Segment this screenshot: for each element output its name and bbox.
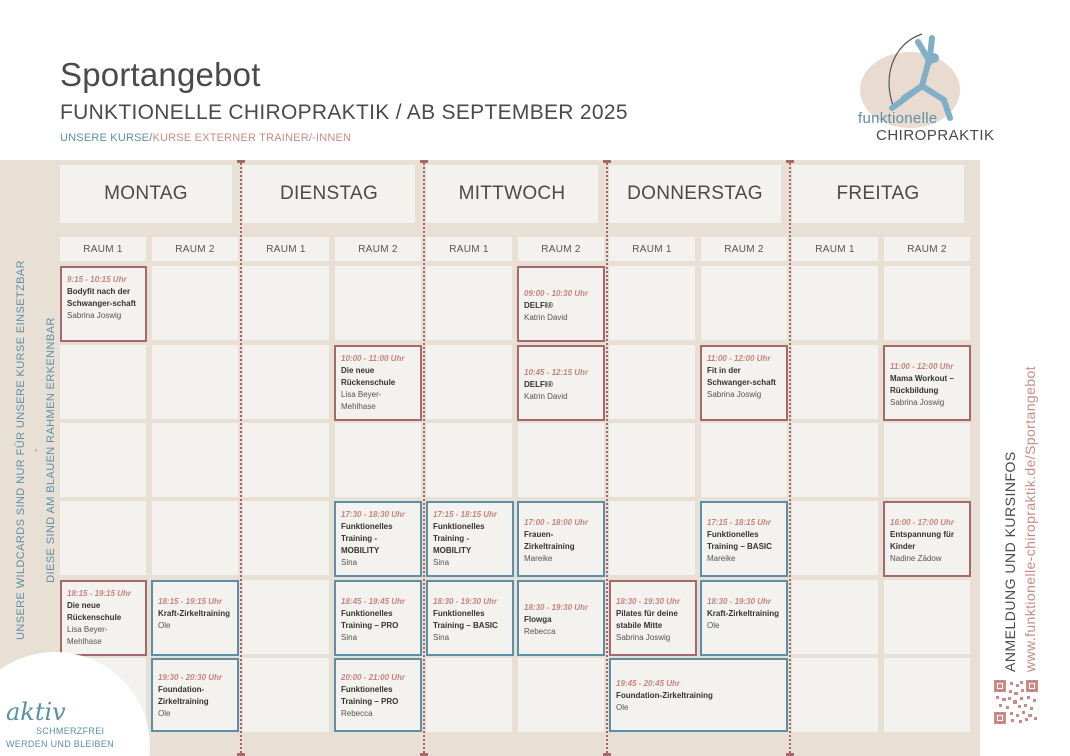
course-card[interactable] xyxy=(334,580,422,656)
course-card[interactable] xyxy=(151,580,239,656)
course-card[interactable] xyxy=(426,501,514,577)
empty-slot xyxy=(884,658,970,732)
room-header: RAUM 2 xyxy=(701,237,787,261)
course-time: 18:15 - 19:15 Uhr xyxy=(158,597,223,606)
empty-slot xyxy=(518,423,604,497)
course-trainer: Ole xyxy=(616,703,629,712)
course-time: 20:00 - 21:00 Uhr xyxy=(341,673,406,682)
course-name: Funktionelles Training - MOBILITY xyxy=(433,522,485,555)
course-name: Entspannung für Kinder xyxy=(890,530,954,551)
legend-ours: UNSERE KURSE xyxy=(60,132,150,144)
course-trainer: Rebecca xyxy=(341,709,373,718)
course-card[interactable] xyxy=(517,580,605,656)
empty-slot xyxy=(152,345,238,419)
course-time: 16:00 - 17:00 Uhr xyxy=(890,518,955,527)
course-trainer: Nadine Zädow xyxy=(890,554,942,563)
empty-slot xyxy=(335,423,421,497)
day-header-freitag: FREITAG xyxy=(792,165,964,223)
empty-slot xyxy=(243,266,329,340)
course-trainer: Katrin David xyxy=(524,392,568,401)
day-header-donnerstag: DONNERSTAG xyxy=(609,165,781,223)
day-divider xyxy=(423,160,425,756)
course-time: 17:30 - 18:30 Uhr xyxy=(341,510,406,519)
empty-slot xyxy=(884,580,970,654)
room-header: RAUM 2 xyxy=(518,237,604,261)
empty-slot xyxy=(609,266,695,340)
course-card[interactable] xyxy=(517,501,605,577)
empty-slot xyxy=(152,423,238,497)
course-trainer: Ole xyxy=(158,621,171,630)
course-trainer: Sina xyxy=(433,558,450,567)
course-card[interactable] xyxy=(426,580,514,656)
empty-slot xyxy=(60,345,146,419)
course-name: Funktionelles Training – PRO xyxy=(341,685,399,706)
aktiv-tagline-1: SCHMERZFREI xyxy=(36,726,105,736)
course-time: 11:00 - 12:00 Uhr xyxy=(707,354,771,363)
course-time: 17:00 - 18:00 Uhr xyxy=(524,518,589,527)
empty-slot xyxy=(243,423,329,497)
day-header-dienstag: DIENSTAG xyxy=(243,165,415,223)
empty-slot xyxy=(152,501,238,575)
course-trainer: Rebecca xyxy=(524,627,556,636)
course-trainer: Sina xyxy=(433,633,450,642)
day-divider xyxy=(606,160,608,756)
empty-slot xyxy=(792,345,878,419)
legend-separator: / xyxy=(149,132,153,144)
empty-slot xyxy=(426,658,512,732)
room-header: RAUM 1 xyxy=(426,237,512,261)
course-time: 19:45 - 20:45 Uhr xyxy=(616,679,681,688)
empty-slot xyxy=(609,345,695,419)
course-card[interactable] xyxy=(609,580,697,656)
empty-slot xyxy=(426,266,512,340)
course-card[interactable] xyxy=(151,658,239,732)
day-header-mittwoch: MITTWOCH xyxy=(426,165,598,223)
empty-slot xyxy=(792,580,878,654)
course-trainer: Mareike xyxy=(524,554,553,563)
empty-slot xyxy=(792,423,878,497)
course-name: Flowga xyxy=(524,615,552,624)
course-card[interactable] xyxy=(517,345,605,421)
course-trainer: Ole xyxy=(707,621,720,630)
empty-slot xyxy=(884,266,970,340)
empty-slot xyxy=(243,501,329,575)
empty-slot xyxy=(152,266,238,340)
empty-slot xyxy=(335,266,421,340)
course-card[interactable] xyxy=(883,345,971,421)
course-card[interactable] xyxy=(60,266,147,342)
course-name: Pilates für deine stabile Mitte xyxy=(616,609,678,630)
course-time: 09:00 - 10:30 Uhr xyxy=(524,289,589,298)
course-trainer: Sabrina Joswig xyxy=(67,311,122,320)
wildcard-note xyxy=(14,260,59,640)
course-time: 19:30 - 20:30 Uhr xyxy=(158,673,223,682)
course-card[interactable] xyxy=(60,580,147,656)
day-divider xyxy=(789,160,791,756)
wildcard-note-line2: DIESE SIND AM BLAUEN RAHMEN ERKENNBAR xyxy=(45,317,57,583)
course-name: Funktionelles Training - MOBILITY xyxy=(341,522,393,555)
course-time: 18:30 - 19:30 Uhr xyxy=(707,597,772,606)
logo-text-line1: funktionelle xyxy=(858,110,938,127)
course-time: 9:15 - 10:15 Uhr xyxy=(67,275,127,284)
qr-code-icon[interactable] xyxy=(994,680,1038,724)
course-card[interactable] xyxy=(700,501,788,577)
room-header: RAUM 2 xyxy=(152,237,238,261)
course-card[interactable] xyxy=(609,658,788,732)
empty-slot xyxy=(243,580,329,654)
room-header: RAUM 1 xyxy=(243,237,329,261)
course-time: 17:15 - 18:15 Uhr xyxy=(433,510,498,519)
course-name: Foundation-Zirkeltraining xyxy=(616,691,713,700)
course-name: Frauen-Zirkeltraining xyxy=(524,530,575,551)
course-time: 10:00 - 11:00 Uhr xyxy=(341,354,405,363)
empty-slot xyxy=(426,345,512,419)
course-name: Funktionelles Training – BASIC xyxy=(433,609,498,630)
course-card[interactable] xyxy=(700,580,788,656)
empty-slot xyxy=(792,501,878,575)
course-time: 11:00 - 12:00 Uhr xyxy=(890,362,954,371)
wildcard-note-line1: UNSERE WILDCARDS SIND NUR FÜR UNSERE KURSE EINSETZBAR - xyxy=(15,260,42,640)
course-card[interactable] xyxy=(883,501,971,577)
empty-slot xyxy=(701,266,787,340)
course-time: 18:30 - 19:30 Uhr xyxy=(433,597,498,606)
registration-label: ANMELDUNG UND KURSINFOS xyxy=(1002,451,1018,672)
course-card[interactable] xyxy=(334,501,422,577)
course-trainer: Sabrina Joswig xyxy=(707,390,762,399)
course-trainer: Sabrina Joswig xyxy=(890,398,945,407)
website-link[interactable]: www.funktionelle-chiropraktik.de/Sportangebot xyxy=(1022,366,1038,672)
course-name: Bodyfit nach der Schwanger-schaft xyxy=(67,287,136,308)
empty-slot xyxy=(243,345,329,419)
course-name: Fit in der Schwanger-schaft xyxy=(707,366,776,387)
room-header: RAUM 1 xyxy=(609,237,695,261)
room-header: RAUM 2 xyxy=(335,237,421,261)
empty-slot xyxy=(60,423,146,497)
course-name: Foundation-Zirkeltraining xyxy=(158,685,209,706)
course-time: 18:45 - 19:45 Uhr xyxy=(341,597,406,606)
title: Sportangebot xyxy=(60,56,261,93)
room-header: RAUM 2 xyxy=(884,237,970,261)
course-card[interactable] xyxy=(334,345,422,421)
empty-slot xyxy=(60,501,146,575)
course-trainer: Sina xyxy=(341,633,358,642)
subtitle: FUNKTIONELLE CHIROPRAKTIK / AB SEPTEMBER 2025 xyxy=(60,101,628,124)
course-name: Kraft-Zirkeltraining xyxy=(707,609,780,618)
day-divider xyxy=(240,160,242,756)
aktiv-logo: aktiv xyxy=(6,698,66,726)
course-name: Funktionelles Training – BASIC xyxy=(707,530,772,551)
course-trainer: Ole xyxy=(158,709,171,718)
empty-slot xyxy=(518,658,604,732)
course-card[interactable] xyxy=(334,658,422,732)
course-name: Kraft-Zirkeltraining xyxy=(158,609,231,618)
room-header: RAUM 1 xyxy=(60,237,146,261)
empty-slot xyxy=(884,423,970,497)
course-name: Mama Workout – Rückbildung xyxy=(890,374,954,395)
course-trainer: Lisa Beyer-Mehlhase xyxy=(341,390,382,411)
empty-slot xyxy=(243,658,329,732)
course-time: 18:30 - 19:30 Uhr xyxy=(524,603,589,612)
legend-external: KURSE EXTERNER TRAINER/-INNEN xyxy=(152,132,352,144)
logo-text-line2: CHIROPRAKTIK xyxy=(876,127,995,144)
empty-slot xyxy=(792,658,878,732)
course-time: 18:30 - 19:30 Uhr xyxy=(616,597,681,606)
empty-slot xyxy=(426,423,512,497)
empty-slot xyxy=(701,423,787,497)
course-name: Die neue Rückenschule xyxy=(67,601,122,622)
course-time: 17:15 - 18:15 Uhr xyxy=(707,518,772,527)
legend xyxy=(60,132,351,144)
course-trainer: Sabrina Joswig xyxy=(616,633,671,642)
course-name: DELFI® xyxy=(524,380,554,389)
empty-slot xyxy=(609,501,695,575)
course-trainer: Mareike xyxy=(707,554,736,563)
course-name: Funktionelles Training – PRO xyxy=(341,609,399,630)
empty-slot xyxy=(609,423,695,497)
course-name: Die neue Rückenschule xyxy=(341,366,396,387)
course-trainer: Lisa Beyer-Mehlhase xyxy=(67,625,108,646)
empty-slot xyxy=(792,266,878,340)
course-card[interactable] xyxy=(517,266,605,342)
day-header-montag: MONTAG xyxy=(60,165,232,223)
course-time: 18:15 - 19:15 Uhr xyxy=(67,589,132,598)
course-name: DELFI® xyxy=(524,301,554,310)
course-trainer: Sina xyxy=(341,558,358,567)
course-time: 10:45 - 12:15 Uhr xyxy=(524,368,589,377)
course-trainer: Katrin David xyxy=(524,313,568,322)
aktiv-tagline-2: WERDEN UND BLEIBEN xyxy=(6,739,114,749)
room-header: RAUM 1 xyxy=(792,237,878,261)
course-card[interactable] xyxy=(700,345,788,421)
